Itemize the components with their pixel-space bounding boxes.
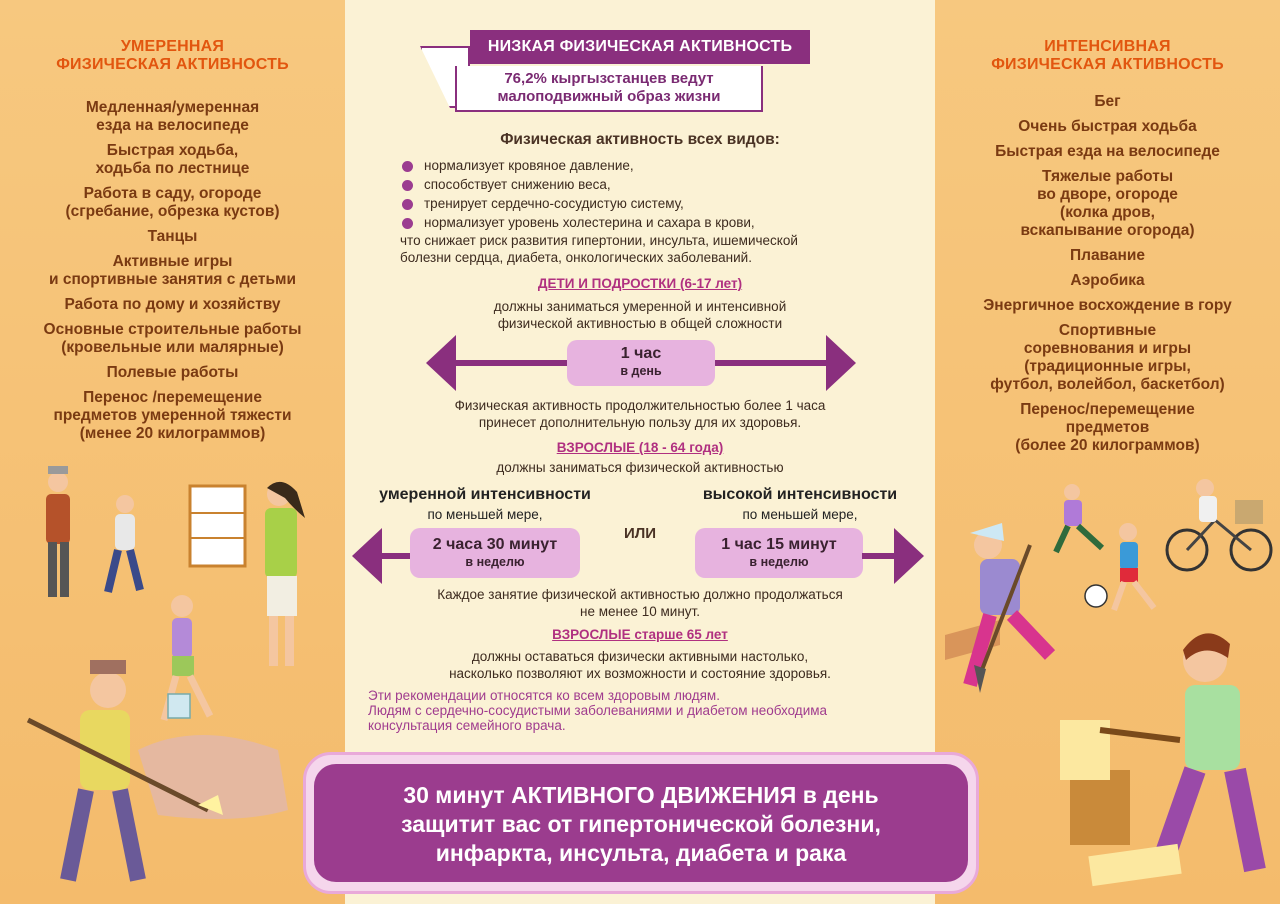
activity-item: Бег — [1094, 93, 1121, 110]
children-text-2: физической активностью в общей сложности — [497, 316, 783, 331]
note-line: Эти рекомендации относятся ко всем здоровым людям. — [368, 688, 720, 703]
high-label: высокой интенсивности — [702, 486, 898, 503]
children-more-2: принесет дополнительную пользу для их здоровья. — [478, 415, 802, 430]
children-duration-pill — [567, 340, 715, 386]
note-line: консультация семейного врача. — [368, 718, 566, 733]
activity-item: Спортивные соревнования и игры (традиционные игры, футбол, волейбол, баскетбол) — [990, 322, 1225, 393]
sedentary-stat-box — [455, 66, 763, 112]
children-more-1: Физическая активность продолжительностью более 1 часа — [454, 398, 826, 413]
moderate-pill-value: 2 часа 30 минут — [432, 536, 558, 553]
stat-line2: малоподвижный образ жизни — [497, 88, 721, 105]
right-title-line1: ИНТЕНСИВНАЯ — [1044, 38, 1171, 55]
cyclist-illustration — [1165, 470, 1275, 575]
activity-item: Тяжелые работы во дворе, огороде (колка дров, вскапывание огорода) — [1020, 168, 1195, 239]
benefits-tail: болезни сердца, диабета, онкологических заболеваний. — [400, 250, 752, 265]
high-pill-unit: в неделю — [749, 555, 809, 569]
stat-line1: 76,2% кыргызстанцев ведут — [504, 70, 714, 87]
walking-men-illustration — [30, 462, 160, 612]
moderate-sub: по меньшей мере, — [427, 507, 543, 522]
children-text-1: должны заниматься умеренной и интенсивной — [493, 299, 787, 314]
children-pill-unit: в день — [620, 364, 662, 378]
activity-item: Работа по дому и хозяйству — [64, 296, 281, 313]
high-pill-value: 1 час 15 минут — [721, 536, 837, 553]
benefits-tail: что снижает риск развития гипертонии, инсульта, ишемической — [400, 233, 798, 248]
left-title-line2: ФИЗИЧЕСКАЯ АКТИВНОСТЬ — [56, 56, 289, 73]
activity-item: Перенос /перемещение предметов умеренной тяжести (менее 20 килограммов) — [53, 389, 292, 442]
activity-item: Медленная/умеренная езда на велосипеде — [85, 99, 260, 134]
activity-item: Танцы — [147, 228, 198, 245]
farmer-pitchfork-illustration — [8, 650, 298, 895]
benefits-list — [400, 156, 920, 266]
moderate-duration-pill — [410, 528, 580, 578]
benefit-item: тренирует сердечно-сосудистую систему, — [400, 194, 920, 213]
arrow-bar — [862, 553, 898, 559]
moderate-label: умеренной интенсивности — [379, 486, 591, 503]
session-2: не менее 10 минут. — [580, 604, 700, 619]
or-label: ИЛИ — [623, 525, 657, 542]
activity-item: Плавание — [1069, 247, 1146, 264]
activity-item: Очень быстрая ходьба — [1018, 118, 1197, 135]
activity-item: Быстрая езда на велосипеде — [995, 143, 1220, 160]
left-title-line1: УМЕРЕННАЯ — [120, 38, 225, 55]
benefit-item: нормализует уровень холестерина и сахара в крови, — [400, 213, 920, 232]
activity-item: Аэробика — [1070, 272, 1145, 289]
slogan-line: инфаркта, инсульта, диабета и рака — [435, 840, 847, 866]
right-activity-list — [935, 93, 1280, 462]
activity-item: Быстрая ходьба, ходьба по лестнице — [95, 142, 250, 177]
soccer-boy-illustration — [1080, 520, 1170, 620]
high-intensity-block — [665, 485, 935, 525]
activity-item: Перенос/перемещение предметов (более 20 килограммов) — [1015, 401, 1200, 454]
activity-item: Энергичное восхождение в гору — [983, 297, 1232, 314]
adults-text: должны заниматься физической активностью — [496, 460, 784, 475]
left-activity-list — [0, 99, 345, 450]
high-duration-pill — [695, 528, 863, 578]
note-line: Людям с сердечно-сосудистыми заболеваниями и диабетом необходима — [368, 703, 828, 718]
benefit-item: способствует снижению веса, — [400, 175, 920, 194]
benefit-item: нормализует кровяное давление, — [400, 156, 920, 175]
right-title — [935, 38, 1280, 74]
moderate-pill-unit: в неделю — [465, 555, 525, 569]
slogan-box — [314, 764, 968, 882]
elder-2: насколько позволяют их возможности и состояние здоровья. — [449, 666, 831, 681]
session-1: Каждое занятие физической активностью должно продолжаться — [437, 587, 843, 602]
children-title: ДЕТИ И ПОДРОСТКИ (6-17 лет) — [537, 276, 743, 291]
activity-item: Работа в саду, огороде (сгребание, обрезка кустов) — [65, 185, 280, 220]
health-note — [368, 688, 928, 733]
right-title-line2: ФИЗИЧЕСКАЯ АКТИВНОСТЬ — [991, 56, 1224, 73]
high-sub: по меньшей мере, — [742, 507, 858, 522]
elder-title: ВЗРОСЛЫЕ старше 65 лет — [552, 627, 728, 642]
slogan-line: 30 минут АКТИВНОГО ДВИЖЕНИЯ в день — [403, 782, 879, 808]
wood-chopping-man-illustration — [1040, 620, 1275, 890]
children-pill-value: 1 час — [620, 345, 662, 362]
activity-item: Активные игры и спортивные занятия с детьми — [48, 253, 297, 288]
low-activity-banner: НИЗКАЯ ФИЗИЧЕСКАЯ АКТИВНОСТЬ — [470, 30, 810, 64]
elder-1: должны оставаться физически активными настолько, — [471, 649, 809, 664]
moderate-intensity-block — [350, 485, 620, 525]
adults-title: ВЗРОСЛЫЕ (18 - 64 года) — [556, 440, 724, 455]
left-title — [0, 38, 345, 74]
activity-item: Полевые работы — [106, 364, 239, 381]
arrow-right-icon — [826, 335, 856, 391]
arrow-right-icon — [894, 528, 924, 584]
benefits-title: Физическая активность всех видов: — [500, 131, 780, 148]
slogan-line: защитит вас от гипертонической болезни, — [401, 811, 881, 837]
activity-item: Основные строительные работы (кровельные или малярные) — [43, 321, 302, 356]
